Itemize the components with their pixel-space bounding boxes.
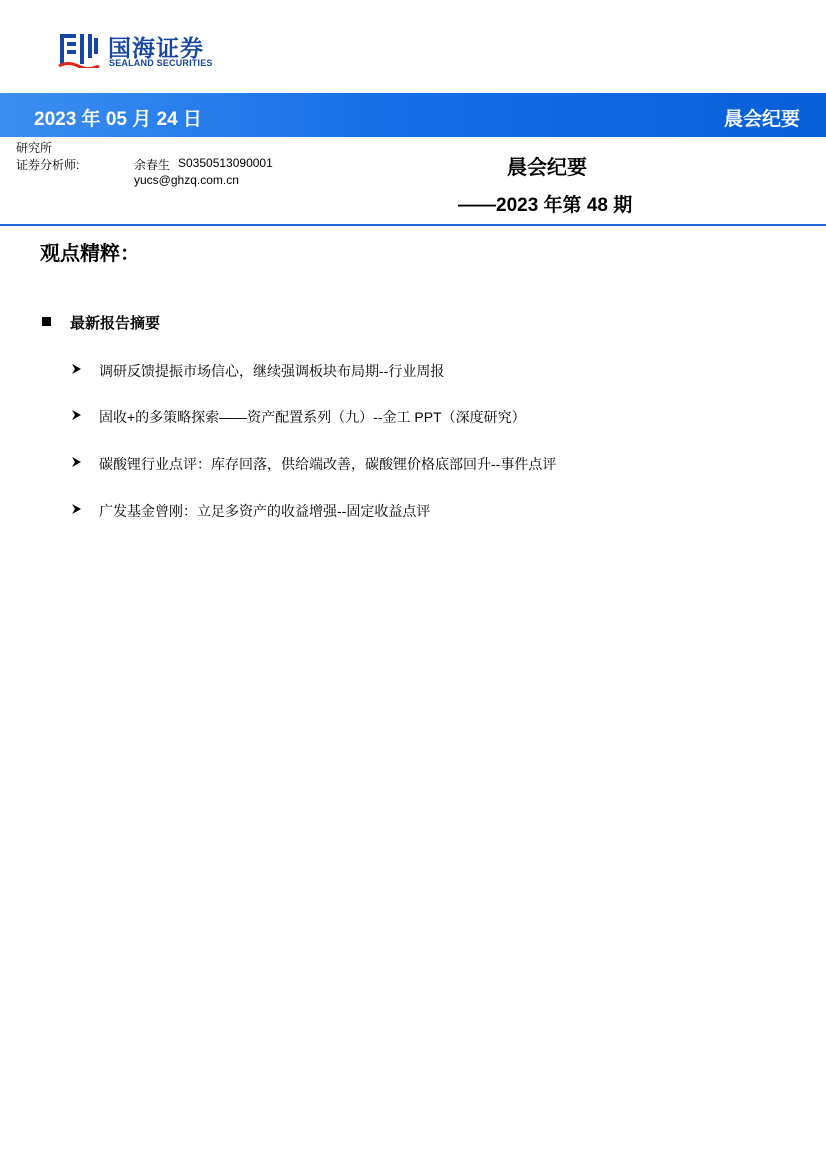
arrow-bullet-icon [70,363,82,375]
list-item-text: 调研反馈提振市场信心，继续强调板块布局期--行业周报 [99,363,445,379]
square-bullet-icon [42,317,51,326]
header-banner [0,93,826,137]
section-title: 最新报告摘要 [70,315,161,332]
analyst-name: 余春生 [134,158,171,172]
section-heading: 观点精粹： [40,243,140,265]
list-item-text: 广发基金曾刚：立足多资产的收益增强--固定收益点评 [99,503,431,519]
sealand-logo [58,30,238,70]
header-divider [0,224,826,226]
report-date: 2023 年 05 月 24 日 [34,109,202,130]
report-type: 晨会纪要 [723,109,800,130]
analyst-label: 证券分析师: [16,158,80,172]
brand-name-cn: 国海证券 [108,35,204,61]
sealand-logo-mark-icon [58,32,100,68]
arrow-bullet-icon [70,503,82,515]
document-title: 晨会纪要 [507,157,587,179]
arrow-bullet-icon [70,409,82,421]
list-item-text: 碳酸锂行业点评：库存回落，供给端改善，碳酸锂价格底部回升--事件点评 [99,456,557,472]
brand-name-en: SEALAND SECURITIES [109,58,213,68]
analyst-email: yucs@ghzq.com.cn [134,173,239,187]
list-item-text: 固收+的多策略探索——资产配置系列（九）--金工 PPT（深度研究） [99,409,526,425]
analyst-cert: S0350513090001 [178,156,273,170]
document-issue: ——2023 年第 48 期 [458,195,633,216]
arrow-bullet-icon [70,456,82,468]
institute-label: 研究所 [16,141,53,155]
